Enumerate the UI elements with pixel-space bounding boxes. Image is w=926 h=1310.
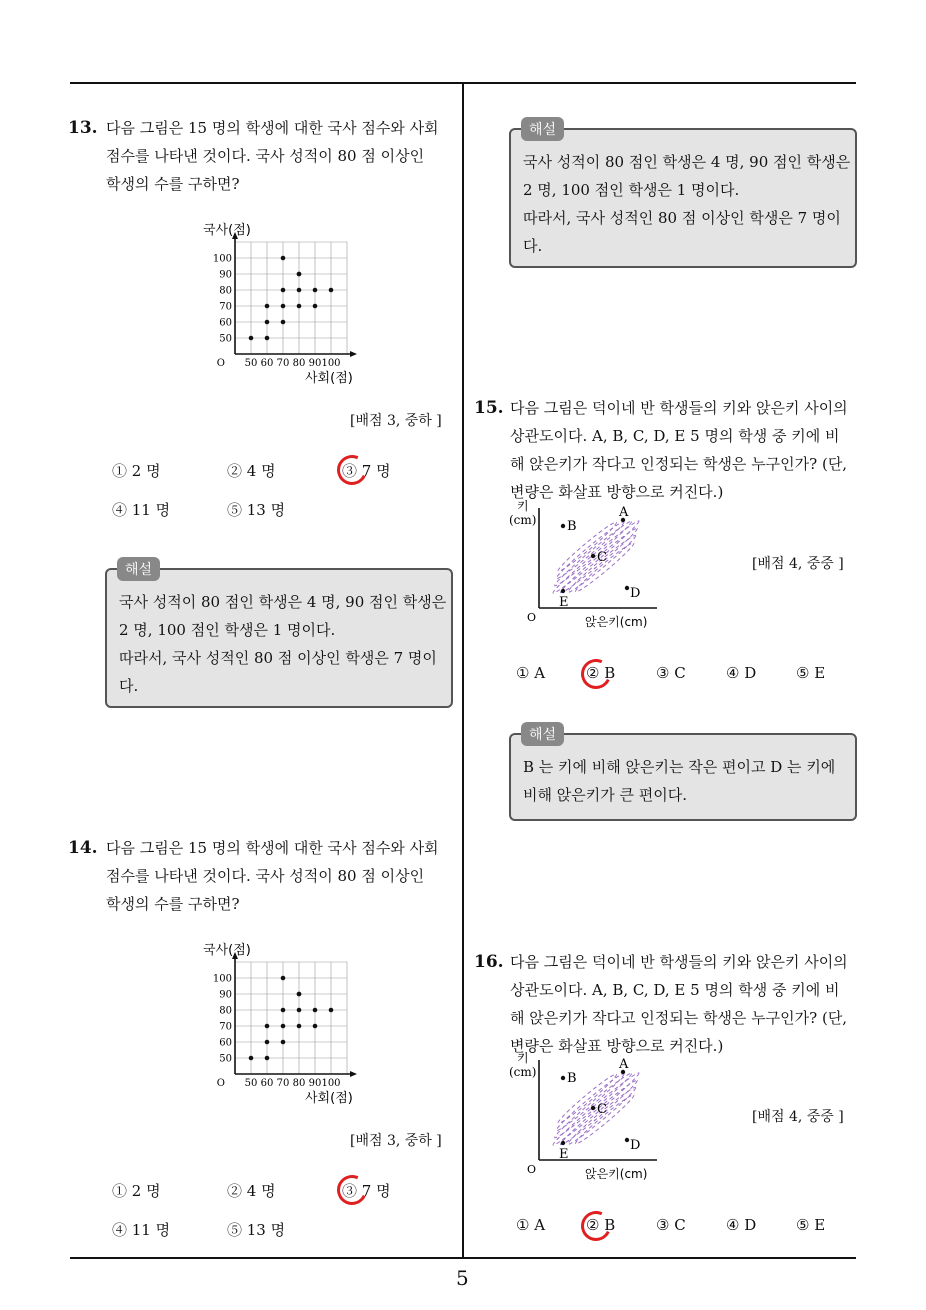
correlation-svg xyxy=(505,500,665,632)
solution-text: B 는 키에 비해 앉은키는 작은 편이고 D 는 키에 비해 앉은키가 큰 편이다. xyxy=(523,758,836,804)
origin-label: O xyxy=(216,358,225,369)
point-label: B xyxy=(567,1071,577,1086)
choice-3[interactable] xyxy=(342,1180,391,1201)
scatter-svg xyxy=(195,942,360,1107)
score-scatter-plot xyxy=(195,942,360,1107)
x-tick-label: 60 xyxy=(260,358,274,369)
data-point xyxy=(265,336,270,341)
data-point xyxy=(297,288,302,293)
question-text: 다음 그림은 덕이네 반 학생들의 키와 앉은키 사이의 상관도이다. A, B, C, D, E 5 명의 학생 중 키에 비 해 앉은키가 작다고 인정되는 학생은 누구인가? (단, 변량은 화살표 방향으로 커진다.) xyxy=(510,399,848,501)
question-number: 14. xyxy=(68,838,98,858)
choice-1[interactable] xyxy=(112,1180,161,1201)
distribution-band xyxy=(553,1071,634,1141)
answer-mark xyxy=(577,655,615,693)
choice-label: ① 2 명 xyxy=(112,1182,161,1200)
y-tick-label: 50 xyxy=(219,1053,232,1065)
y-tick-label: 70 xyxy=(219,301,232,313)
solution-box xyxy=(105,562,453,708)
choice-1[interactable] xyxy=(516,664,545,682)
choice-label: ④ 11 명 xyxy=(112,1221,171,1239)
choice-5[interactable] xyxy=(227,1219,285,1240)
choice-label: ⑤ E xyxy=(796,1216,826,1234)
x-tick-label: 80 xyxy=(292,358,306,369)
choice-label: ④ 11 명 xyxy=(112,501,171,519)
point-c xyxy=(591,1106,595,1110)
distribution-band xyxy=(551,1070,641,1147)
origin-label: O xyxy=(527,1163,537,1176)
y-tick-label: 70 xyxy=(219,1021,232,1033)
correlation-svg xyxy=(505,1052,665,1184)
answer-mark xyxy=(577,1207,615,1245)
x-tick-label: 90 xyxy=(308,358,322,369)
choice-label: ① A xyxy=(516,1216,546,1234)
data-point xyxy=(281,304,286,309)
point-label: E xyxy=(559,595,569,610)
scatter-svg xyxy=(195,222,360,387)
x-tick-label: 50 xyxy=(244,1078,258,1089)
solution-text: 국사 성적이 80 점인 학생은 4 명, 90 점인 학생은 2 명, 100 점인 학생은 1 명이다. 따라서, 국사 성적인 80 점 이상인 학생은 7 명이 다. xyxy=(119,593,447,695)
data-point xyxy=(281,1008,286,1013)
data-point xyxy=(265,1040,270,1045)
point-label: A xyxy=(619,505,629,520)
solution-box xyxy=(509,122,857,268)
data-point xyxy=(297,1024,302,1029)
data-point xyxy=(265,1056,270,1061)
choice-label: ⑤ 13 명 xyxy=(227,1221,286,1239)
score-meta: [배점 4, 중중 ] xyxy=(752,556,844,572)
x-tick-label: 70 xyxy=(276,1078,290,1089)
point-c xyxy=(591,554,595,558)
y-axis-label: 키 xyxy=(517,500,529,513)
point-label: D xyxy=(630,1138,641,1153)
choice-2[interactable] xyxy=(586,664,615,682)
choice-5[interactable] xyxy=(227,499,285,520)
choice-label: ② 4 명 xyxy=(227,1182,276,1200)
data-point xyxy=(265,320,270,325)
data-point xyxy=(281,1024,286,1029)
data-point xyxy=(265,304,270,309)
x-axis-label: 사회(점) xyxy=(305,1091,353,1106)
answer-mark xyxy=(333,451,371,489)
y-tick-label: 80 xyxy=(219,1005,232,1017)
choice-label: ③ C xyxy=(656,664,686,682)
choice-label: ① A xyxy=(516,664,546,682)
data-point xyxy=(297,272,302,277)
distribution-band xyxy=(553,519,634,589)
data-point xyxy=(313,1008,318,1013)
x-tick-label: 100 xyxy=(321,1078,341,1089)
correlation-diagram xyxy=(505,1052,665,1184)
distribution-band xyxy=(556,520,619,574)
point-label: B xyxy=(567,519,577,534)
distribution-band xyxy=(551,518,641,595)
solution-tag: 해설 xyxy=(521,722,564,746)
point-d xyxy=(625,586,629,590)
question-text: 다음 그림은 덕이네 반 학생들의 키와 앉은키 사이의 상관도이다. A, B, C, D, E 5 명의 학생 중 키에 비 해 앉은키가 작다고 인정되는 학생은 누구인가? (단, 변량은 화살표 방향으로 커진다.) xyxy=(510,953,848,1055)
y-axis-unit: (cm) xyxy=(509,513,537,527)
choice-label: ① 2 명 xyxy=(112,462,161,480)
solution-tag: 해설 xyxy=(117,557,160,581)
choice-4[interactable] xyxy=(726,664,756,682)
point-b xyxy=(561,1076,565,1080)
point-e xyxy=(561,589,565,593)
data-point xyxy=(281,288,286,293)
choice-label: ⑤ E xyxy=(796,664,826,682)
data-point xyxy=(265,1024,270,1029)
question-number: 13. xyxy=(68,118,98,138)
choice-5[interactable] xyxy=(796,664,825,682)
choice-4[interactable] xyxy=(112,1219,170,1240)
data-point xyxy=(297,1008,302,1013)
choice-label: ② B xyxy=(586,1216,616,1234)
score-meta: [배점 4, 중중 ] xyxy=(752,1109,844,1125)
distribution-band xyxy=(556,1072,619,1126)
y-axis-label: 키 xyxy=(517,1052,529,1065)
point-label: C xyxy=(597,1102,607,1117)
choice-label: ④ D xyxy=(726,1216,757,1234)
choice-label: ④ D xyxy=(726,664,757,682)
data-point xyxy=(281,256,286,261)
data-point xyxy=(281,976,286,981)
y-axis-unit: (cm) xyxy=(509,1065,537,1079)
data-point xyxy=(329,288,334,293)
y-tick-label: 60 xyxy=(219,317,232,329)
origin-label: O xyxy=(216,1078,225,1089)
x-tick-label: 80 xyxy=(292,1078,306,1089)
score-meta: [배점 3, 중하 ] xyxy=(350,1133,442,1149)
score-meta: [배점 3, 중하 ] xyxy=(350,413,442,429)
data-point xyxy=(313,288,318,293)
solution-tag: 해설 xyxy=(521,117,564,141)
point-label: C xyxy=(597,550,607,565)
y-tick-label: 100 xyxy=(212,253,232,265)
x-tick-label: 90 xyxy=(308,1078,322,1089)
question-number: 15. xyxy=(474,398,504,418)
choice-label: ⑤ 13 명 xyxy=(227,501,286,519)
choice-label: ② B xyxy=(586,664,616,682)
y-axis-label: 국사(점) xyxy=(203,223,251,238)
page-number: 5 xyxy=(456,1266,469,1290)
choice-label: ③ 7 명 xyxy=(342,1182,391,1200)
choice-1[interactable] xyxy=(112,460,161,481)
choice-label: ③ C xyxy=(656,1216,686,1234)
choice-1[interactable] xyxy=(516,1216,545,1234)
choice-2[interactable] xyxy=(586,1216,615,1234)
x-axis-label: 앉은키(cm) xyxy=(585,615,648,629)
point-label: D xyxy=(630,586,641,601)
x-axis-label: 앉은키(cm) xyxy=(585,1167,648,1181)
y-tick-label: 90 xyxy=(219,989,232,1001)
data-point xyxy=(313,304,318,309)
data-point xyxy=(297,992,302,997)
choice-3[interactable] xyxy=(656,1216,686,1234)
y-tick-label: 90 xyxy=(219,269,232,281)
choice-3[interactable] xyxy=(656,664,686,682)
solution-box xyxy=(509,727,857,821)
correlation-diagram xyxy=(505,500,665,632)
data-point xyxy=(249,336,254,341)
data-point xyxy=(281,1040,286,1045)
x-tick-label: 100 xyxy=(321,358,341,369)
y-tick-label: 80 xyxy=(219,285,232,297)
y-tick-label: 60 xyxy=(219,1037,232,1049)
origin-label: O xyxy=(527,611,537,624)
choice-4[interactable] xyxy=(112,499,170,520)
choice-label: ③ 7 명 xyxy=(342,462,391,480)
choice-label: ② 4 명 xyxy=(227,462,276,480)
question-number: 16. xyxy=(474,952,504,972)
data-point xyxy=(281,320,286,325)
point-b xyxy=(561,524,565,528)
solution-text: 국사 성적이 80 점인 학생은 4 명, 90 점인 학생은 2 명, 100 점인 학생은 1 명이다. 따라서, 국사 성적인 80 점 이상인 학생은 7 명이 다. xyxy=(523,153,851,255)
data-point xyxy=(297,304,302,309)
choice-3[interactable] xyxy=(342,460,391,481)
y-axis-label: 국사(점) xyxy=(203,943,251,958)
y-tick-label: 50 xyxy=(219,333,232,345)
question-text: 다음 그림은 15 명의 학생에 대한 국사 점수와 사회 점수를 나타낸 것이다. 국사 성적이 80 점 이상인 학생의 수를 구하면? xyxy=(106,839,439,913)
choice-2[interactable] xyxy=(227,1180,276,1201)
x-tick-label: 60 xyxy=(260,1078,274,1089)
choice-5[interactable] xyxy=(796,1216,825,1234)
data-point xyxy=(329,1008,334,1013)
point-label: A xyxy=(619,1057,629,1072)
data-point xyxy=(313,1024,318,1029)
point-d xyxy=(625,1138,629,1142)
data-point xyxy=(249,1056,254,1061)
point-label: E xyxy=(559,1147,569,1162)
x-axis-label: 사회(점) xyxy=(305,371,353,386)
column-divider xyxy=(462,82,464,1259)
x-tick-label: 70 xyxy=(276,358,290,369)
choice-2[interactable] xyxy=(227,460,276,481)
y-tick-label: 100 xyxy=(212,973,232,985)
answer-mark xyxy=(333,1171,371,1209)
question-text: 다음 그림은 15 명의 학생에 대한 국사 점수와 사회 점수를 나타낸 것이다. 국사 성적이 80 점 이상인 학생의 수를 구하면? xyxy=(106,119,439,193)
point-e xyxy=(561,1141,565,1145)
x-tick-label: 50 xyxy=(244,358,258,369)
score-scatter-plot xyxy=(195,222,360,387)
choice-4[interactable] xyxy=(726,1216,756,1234)
